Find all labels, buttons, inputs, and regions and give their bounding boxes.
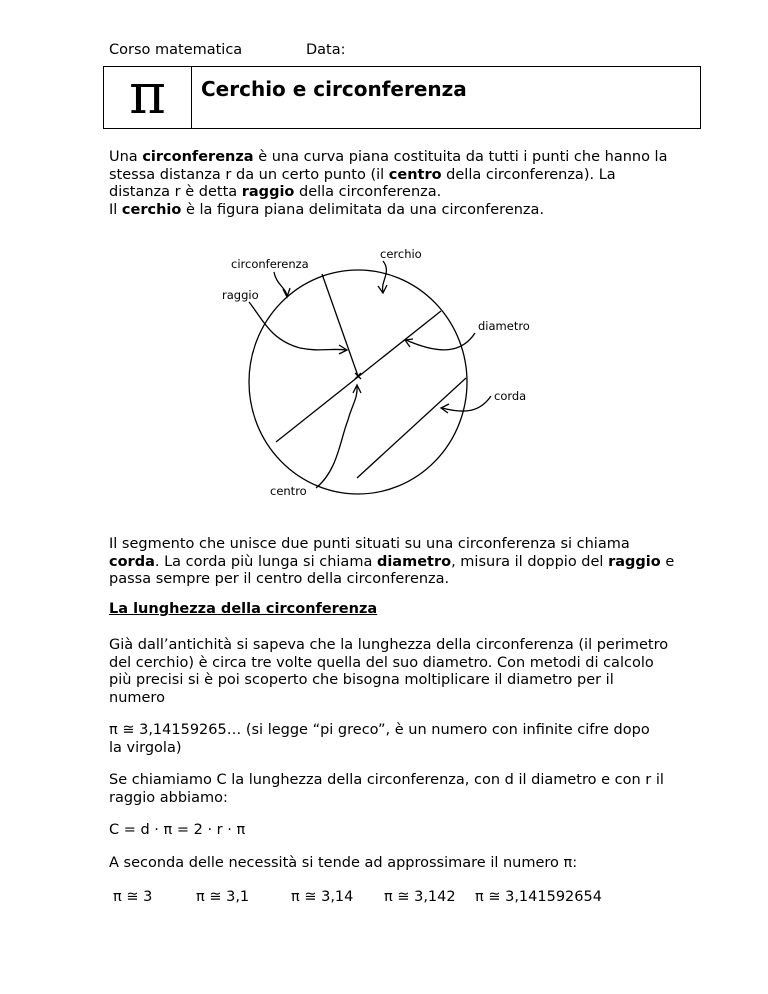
intro-line-2: stessa distanza r da un certo punto (il centro della circonferenza). La: [109, 166, 616, 183]
label-diametro: diametro: [478, 319, 530, 333]
label-circonferenza: circonferenza: [231, 257, 309, 271]
intro-line-3: distanza r è detta raggio della circonferenza.: [109, 184, 442, 200]
arrow-centro: [316, 386, 357, 488]
chord-line-3: passa sempre per il centro della circonferenza.: [109, 571, 450, 587]
formula-intro-line-2: raggio abbiamo:: [109, 789, 228, 806]
term-cerchio: cerchio: [121, 201, 182, 218]
length-line-1: Già dall’antichità si sapeva che la lunghezza della circonferenza (il perimetro: [109, 637, 669, 653]
chord-line-1: Il segmento che unisce due punti situati su una circonferenza si chiama: [109, 536, 630, 552]
length-line-2: del cerchio) è circa tre volte quella del suo diametro. Con metodi di calcolo: [109, 654, 654, 671]
term-corda: corda: [109, 553, 155, 570]
intro-line-1: Una circonferenza è una curva piana costituita da tutti i punti che hanno la: [109, 149, 668, 165]
intro-line-4: Il cerchio è la figura piana delimitata da una circonferenza.: [109, 201, 545, 218]
label-centro: centro: [270, 484, 307, 498]
term-centro: centro: [388, 166, 442, 183]
term-diametro: diametro: [376, 553, 452, 570]
approx-value: π ≅ 3,142: [384, 889, 456, 905]
label-cerchio: cerchio: [380, 247, 422, 261]
pi-value-paragraph: [109, 722, 699, 757]
approximations-row: [0, 889, 768, 909]
formula: C = d · π = 2 · r · π: [109, 822, 246, 838]
length-line-4: numero: [109, 689, 165, 706]
pi-symbol: π: [129, 62, 166, 127]
term-raggio: raggio: [241, 184, 295, 200]
length-paragraph: [109, 637, 699, 707]
formula-intro-paragraph: [109, 772, 699, 807]
date-label: Data:: [306, 42, 346, 58]
circle-outline: [249, 270, 467, 494]
label-raggio: raggio: [222, 288, 259, 302]
course-label: Corso matematica: [109, 42, 243, 58]
label-corda: corda: [494, 389, 527, 403]
approx-value: π ≅ 3: [113, 889, 153, 905]
approx-value: π ≅ 3,14: [291, 889, 354, 905]
chord-line-2: corda. La corda più lunga si chiama diametro, misura il doppio del raggio e: [109, 553, 675, 570]
term-circonferenza: circonferenza: [142, 149, 254, 165]
formula-intro-line-1: Se chiamiamo C la lunghezza della circonferenza, con d il diametro e con r il: [109, 772, 664, 788]
page-title: Cerchio e circonferenza: [201, 77, 467, 101]
section-heading: La lunghezza della circonferenza: [109, 601, 378, 617]
pi-value-line-1: π ≅ 3,14159265… (si legge “pi greco”, è un numero con infinite cifre dopo: [109, 722, 650, 738]
length-line-3: più precisi si è poi scoperto che bisogna moltiplicare il diametro per il: [109, 672, 614, 688]
pi-value-line-2: la virgola): [109, 739, 182, 756]
term-raggio-2: raggio: [608, 553, 661, 570]
arrow-diametro: [406, 333, 475, 350]
radius-line: [322, 274, 358, 376]
chord-paragraph: [109, 536, 699, 589]
approx-intro: A seconda delle necessità si tende ad approssimare il numero π:: [109, 855, 578, 871]
approx-value: π ≅ 3,141592654: [475, 889, 602, 905]
chord-line: [357, 378, 466, 478]
approx-value: π ≅ 3,1: [196, 889, 250, 905]
